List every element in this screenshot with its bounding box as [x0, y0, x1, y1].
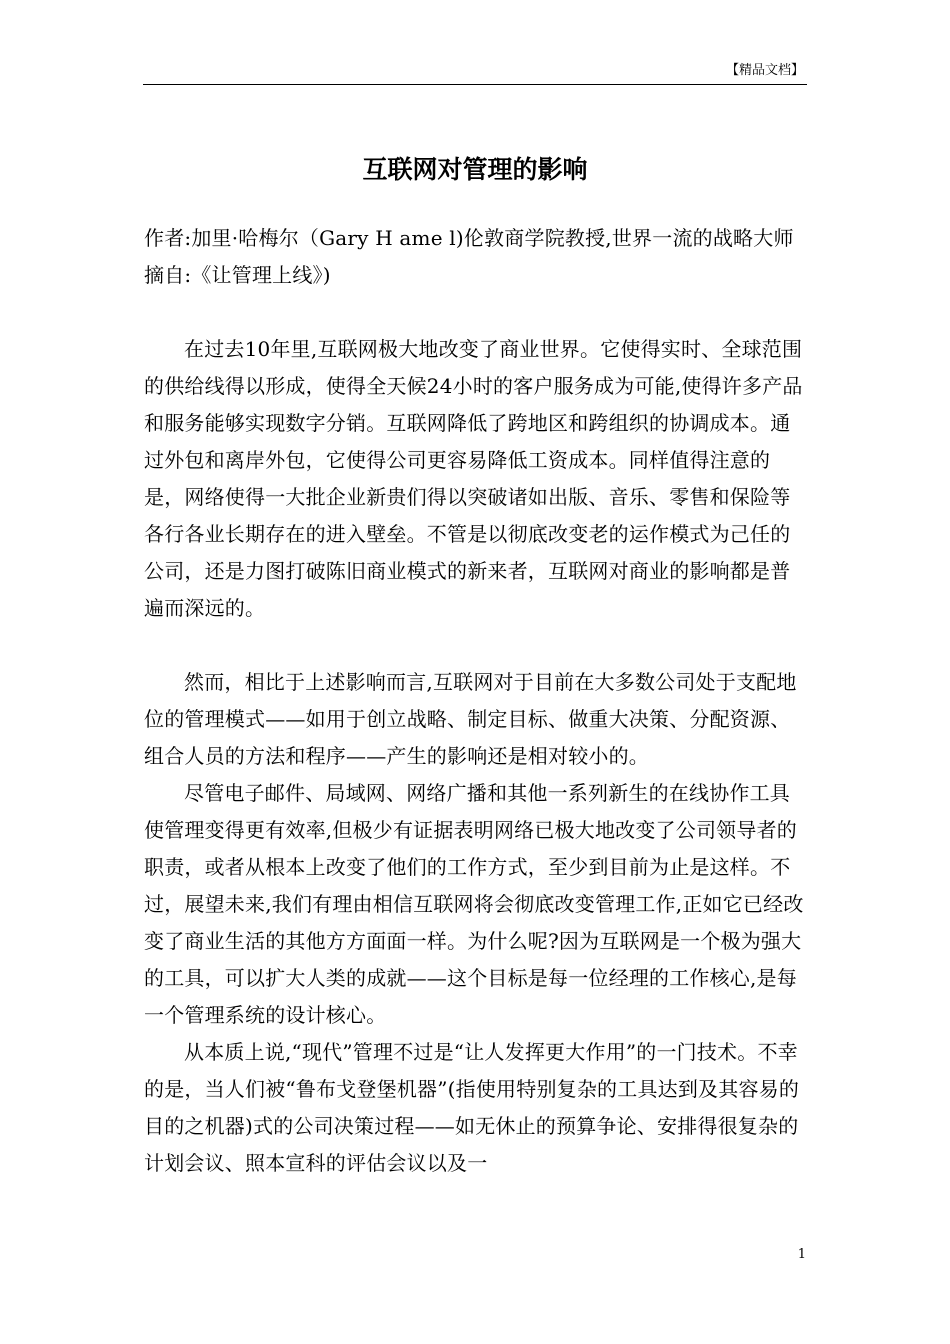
spacer	[144, 294, 808, 331]
spacer	[144, 627, 808, 664]
document-title: 互联网对管理的影响	[362, 155, 588, 184]
page-number: 1	[797, 1247, 806, 1262]
header-tag: 【精品文档】	[725, 63, 804, 78]
author-line: 作者:加里·哈梅尔（Gary H ame l)伦敦商学院教授,世界一流的战略大师	[144, 226, 794, 250]
paragraph-1: 在过去10年里,互联网极大地改变了商业世界。它使得实时、全球范围的供给线得以形成，使得全天候24小时的客户服务成为可能,使得许多产品和服务能够实现数字分销。互联网降低了跨地区和跨组织的协调成本。通过外包和离岸外包，它使得公司更容易降低工资成本。同样值得注意的是，网络使得一大批企业新贵们得以突破诸如出版、音乐、零售和保险等各行各业长期存在的进入壁垒。不管是以彻底改变老的运作模式为己任的公司，还是力图打破陈旧商业模式的新来者，互联网对商业的影响都是普遍而深远的。	[144, 337, 803, 620]
paragraph-4: 从本质上说,“现代”管理不过是“让人发挥更大作用”的一门技术。不幸的是，当人们被“鲁布戈登堡机器”(指使用特别复杂的工具达到及其容易的目的之机器)式的公司决策过程——如无休止的预算争论、安排得很复杂的计划会议、照本宣科的评估会议以及一	[144, 1040, 800, 1175]
document-body	[144, 220, 808, 1182]
source-line: 摘自:《让管理上线》)	[144, 263, 331, 287]
paragraph-3: 尽管电子邮件、局域网、网络广播和其他一系列新生的在线协作工具使管理变得更有效率,但极少有证据表明网络已极大地改变了公司领导者的职责，或者从根本上改变了他们的工作方式，至少到目前为止是这样。不过，展望未来,我们有理由相信互联网将会彻底改变管理工作,正如它已经改变了商业生活的其他方方面面一样。为什么呢?因为互联网是一个极为强大的工具，可以扩大人类的成就——这个目标是每一位经理的工作核心,是每一个管理系统的设计核心。	[144, 781, 804, 1027]
header-divider	[143, 84, 807, 85]
paragraph-2: 然而，相比于上述影响而言,互联网对于目前在大多数公司处于支配地位的管理模式——如用于创立战略、制定目标、做重大决策、分配资源、组合人员的方法和程序——产生的影响还是相对较小的。	[144, 670, 797, 768]
